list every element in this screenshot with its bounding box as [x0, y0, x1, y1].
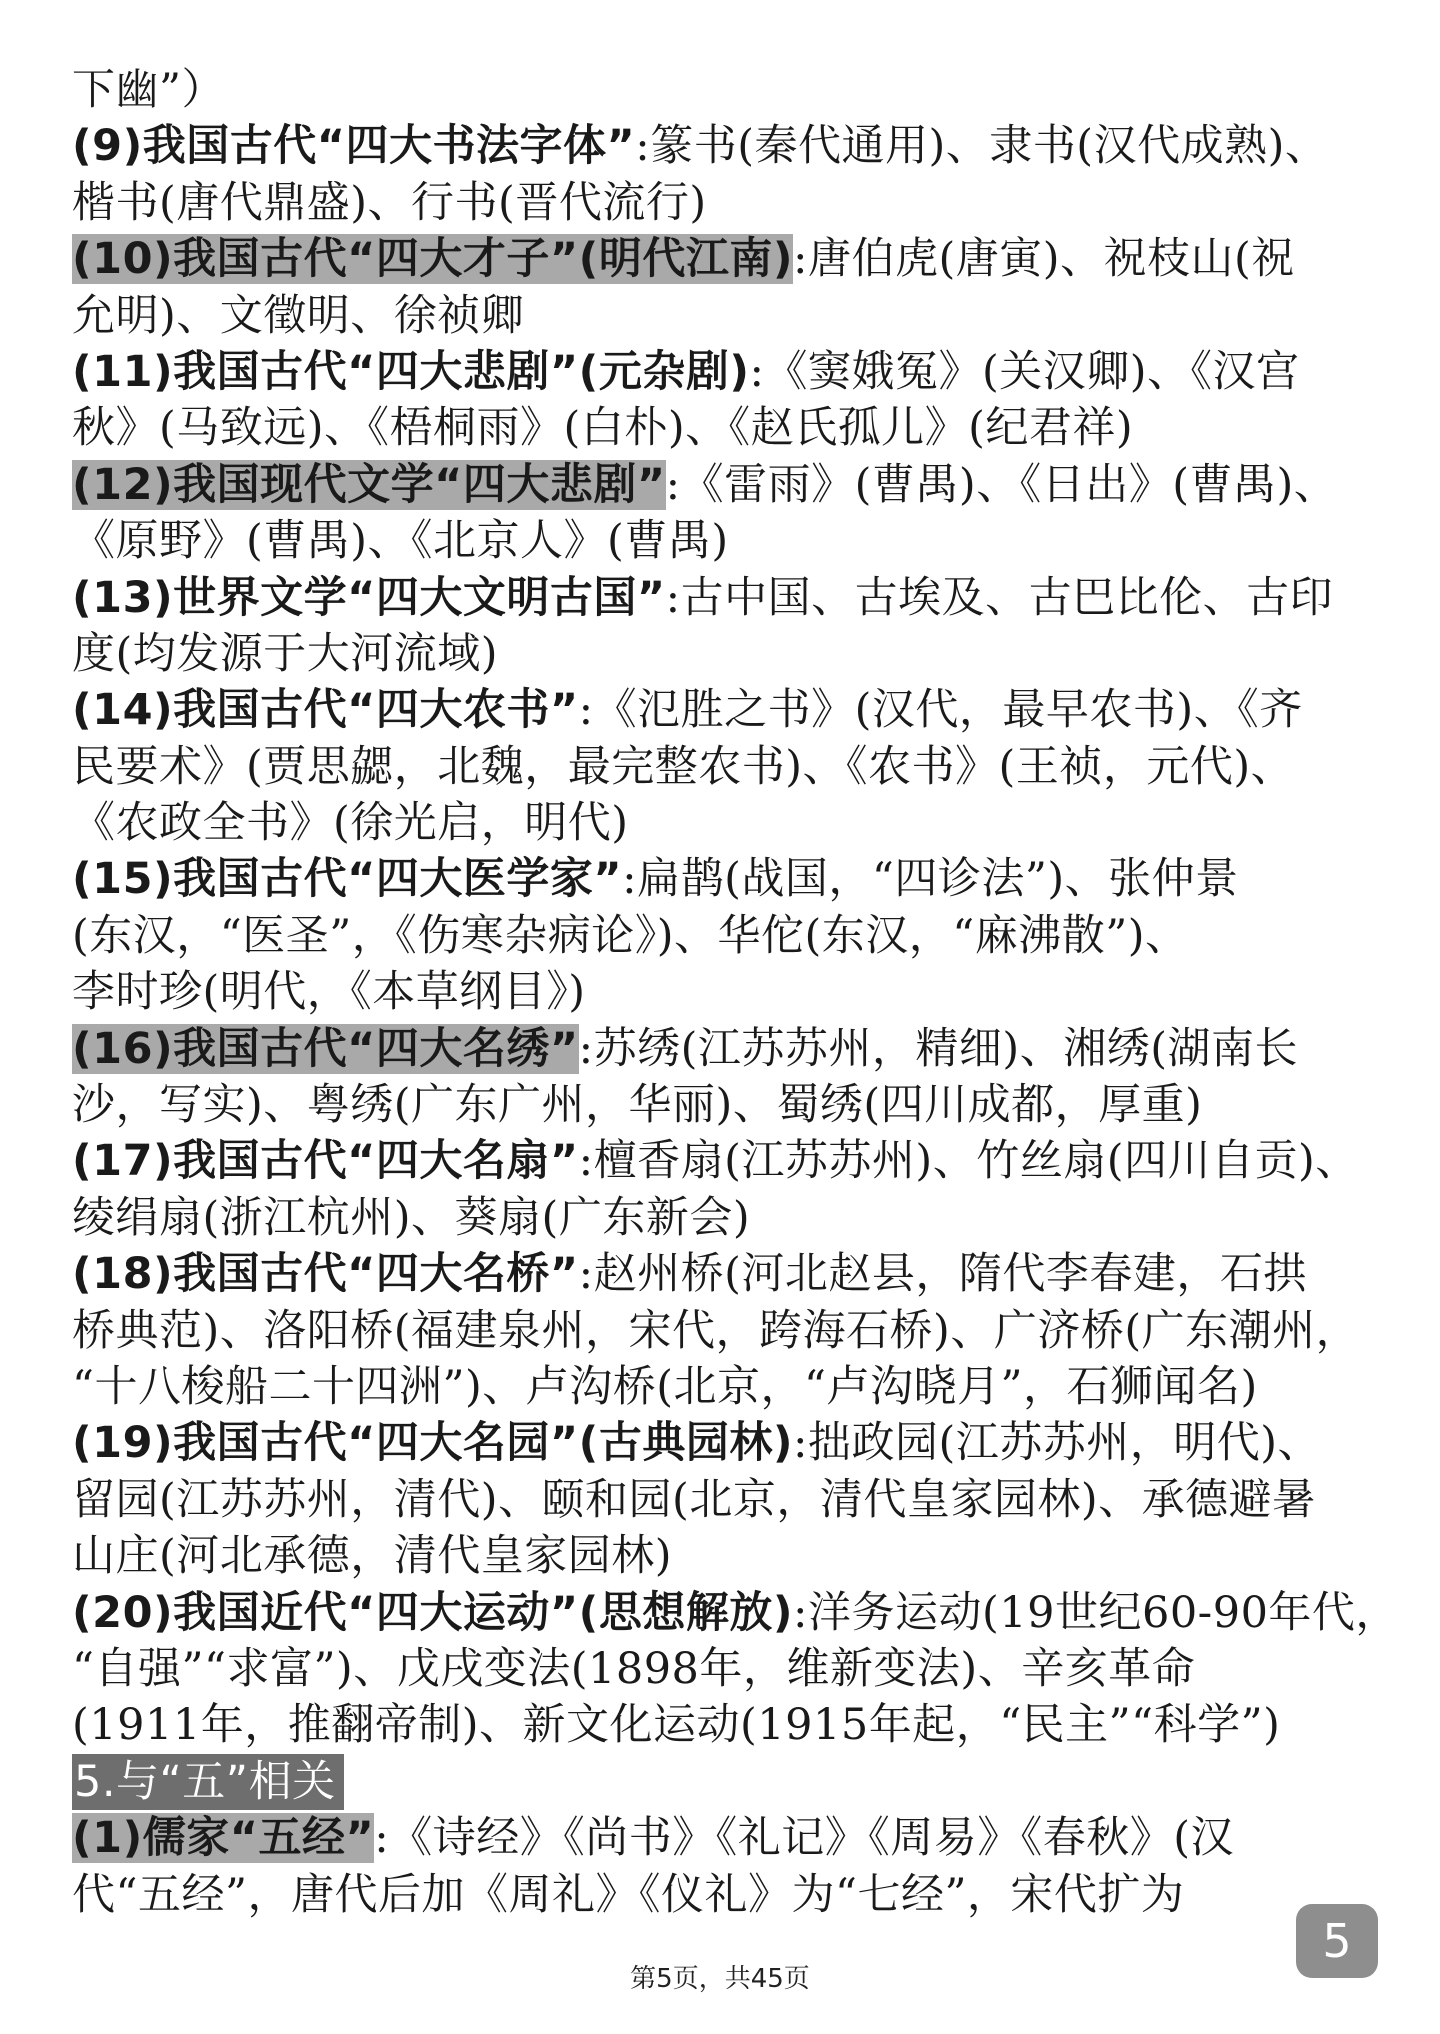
item-text: 留园(江苏苏州，清代)、颐和园(北京，清代皇家园林)、承德避暑 — [72, 1474, 1316, 1525]
text-line — [72, 1246, 1392, 1302]
item-text: “十八梭船二十四洲”)、卢沟桥(北京，“卢沟晓月”，石狮闻名) — [72, 1361, 1258, 1412]
item-heading: (15)我国古代“四大医学家” — [72, 854, 623, 905]
item-text: 允明)、文徵明、徐祯卿 — [72, 290, 525, 341]
text-line — [72, 1077, 1392, 1133]
section-title: 5.与“五”相关 — [72, 1754, 344, 1810]
item-text: 民要术》(贾思勰，北魏，最完整农书)、《农书》(王祯，元代)、 — [72, 741, 1295, 792]
text-line — [72, 457, 1392, 513]
item-text: :苏绣(江苏苏州，精细)、湘绣(湖南长 — [578, 1023, 1298, 1074]
item-heading: (17)我国古代“四大名扇” — [72, 1136, 579, 1187]
list-lines — [72, 62, 1399, 1754]
text-line — [72, 1303, 1392, 1359]
item-text: :檀香扇(江苏苏州)、竹丝扇(四川自贡)、 — [578, 1136, 1359, 1187]
text-line — [72, 1472, 1392, 1528]
item-text: :《诗经》《尚书》《礼记》《周易》《春秋》(汉 — [374, 1813, 1235, 1864]
item-heading: (13)世界文学“四大文明古国” — [72, 572, 666, 623]
text-line — [72, 1190, 1392, 1246]
item-heading: (19)我国古代“四大名园”(古典园林) — [72, 1418, 793, 1469]
text-line — [72, 1585, 1399, 1641]
item-heading: (16)我国古代“四大名绣” — [72, 1023, 579, 1074]
list-section-lines — [72, 1810, 1392, 1923]
section-heading-row — [72, 1754, 1392, 1810]
item-text: (1911年，推翻帝制)、新文化运动(1915年起，“民主”“科学”) — [72, 1700, 1281, 1751]
item-text: 楷书(唐代鼎盛)、行书(晋代流行) — [72, 177, 707, 228]
text-line — [72, 175, 1392, 231]
text-line — [72, 964, 1392, 1020]
text-line — [72, 1133, 1392, 1189]
text-line — [72, 1528, 1392, 1584]
text-line — [72, 118, 1392, 174]
item-text: (东汉，“医圣”，《伤寒杂病论》)、华佗(东汉，“麻沸散”)、 — [72, 910, 1189, 961]
text-line — [72, 570, 1392, 626]
item-text: 秋》(马致远)、《梧桐雨》(白朴)、《赵氏孤儿》(纪君祥) — [72, 403, 1134, 454]
item-heading: (12)我国现代文学“四大悲剧” — [72, 459, 666, 510]
item-text: 桥典范)、洛阳桥(福建泉州，宋代，跨海石桥)、广济桥(广东潮州， — [72, 1305, 1360, 1356]
text-line — [72, 851, 1392, 907]
text-line — [72, 231, 1392, 287]
item-text: 代“五经”，唐代后加《周礼》《仪礼》为“七经”，宋代扩为 — [72, 1869, 1185, 1920]
text-line — [72, 739, 1392, 795]
item-heading: (10)我国古代“四大才子”(明代江南) — [72, 234, 793, 285]
content-body — [72, 62, 1399, 1923]
page-number-badge: 5 — [1296, 1904, 1378, 1978]
text-line — [72, 682, 1392, 738]
text-line — [72, 1697, 1392, 1753]
item-text: :《窦娥冤》(关汉卿)、《汉宫 — [749, 346, 1300, 397]
item-text: “自强”“求富”)、戊戌变法(1898年，维新变法)、辛亥革命 — [72, 1643, 1196, 1694]
item-heading: (9)我国古代“四大书法字体” — [72, 121, 636, 172]
item-text: 度(均发源于大河流域) — [72, 628, 499, 679]
text-line — [72, 908, 1392, 964]
text-line — [72, 626, 1392, 682]
page-footer: 第5页，共45页 — [630, 1964, 810, 1994]
item-text: 《原野》(曹禺)、《北京人》(曹禺) — [72, 516, 729, 567]
item-heading: (20)我国近代“四大运动”(思想解放) — [72, 1587, 793, 1638]
item-text: :拙政园(江苏苏州，明代)、 — [792, 1418, 1322, 1469]
text-line — [72, 1867, 1392, 1923]
text-line — [72, 1021, 1392, 1077]
text-line — [72, 1641, 1392, 1697]
item-text: 绫绢扇(浙江杭州)、葵扇(广东新会) — [72, 1192, 751, 1243]
item-text: :唐伯虎(唐寅)、祝枝山(祝 — [792, 234, 1295, 285]
text-line — [72, 795, 1392, 851]
item-text: 《农政全书》(徐光启，明代) — [72, 798, 629, 849]
item-text: 山庄(河北承德，清代皇家园林) — [72, 1531, 673, 1582]
item-text: 下幽”） — [72, 65, 225, 115]
item-text: :《雷雨》(曹禺)、《日出》(曹禺)、 — [665, 459, 1338, 510]
item-text: :洋务运动(19世纪60-90年代， — [792, 1587, 1399, 1638]
text-line — [72, 1415, 1392, 1471]
item-text: :《氾胜之书》(汉代，最早农书)、《齐 — [578, 685, 1303, 736]
item-text: 李时珍(明代，《本草纲目》) — [72, 967, 586, 1018]
text-line — [72, 400, 1392, 456]
text-line — [72, 62, 1392, 118]
item-heading: (18)我国古代“四大名桥” — [72, 1249, 579, 1300]
text-line — [72, 344, 1392, 400]
text-line — [72, 513, 1392, 569]
item-heading: (14)我国古代“四大农书” — [72, 685, 579, 736]
item-heading: (1)儒家“五经” — [72, 1813, 375, 1864]
item-text: :篆书(秦代通用)、隶书(汉代成熟)、 — [635, 121, 1329, 172]
text-line — [72, 1359, 1392, 1415]
item-heading: (11)我国古代“四大悲剧”(元杂剧) — [72, 346, 750, 397]
item-text: :扁鹊(战国，“四诊法”)、张仲景 — [622, 854, 1239, 905]
text-line — [72, 1810, 1392, 1866]
text-line — [72, 288, 1392, 344]
item-text: 沙，写实)、粤绣(广东广州，华丽)、蜀绣(四川成都，厚重) — [72, 1080, 1203, 1131]
item-text: :赵州桥(河北赵县，隋代李春建，石拱 — [578, 1249, 1307, 1300]
item-text: :古中国、古埃及、古巴比伦、古印 — [665, 572, 1334, 623]
